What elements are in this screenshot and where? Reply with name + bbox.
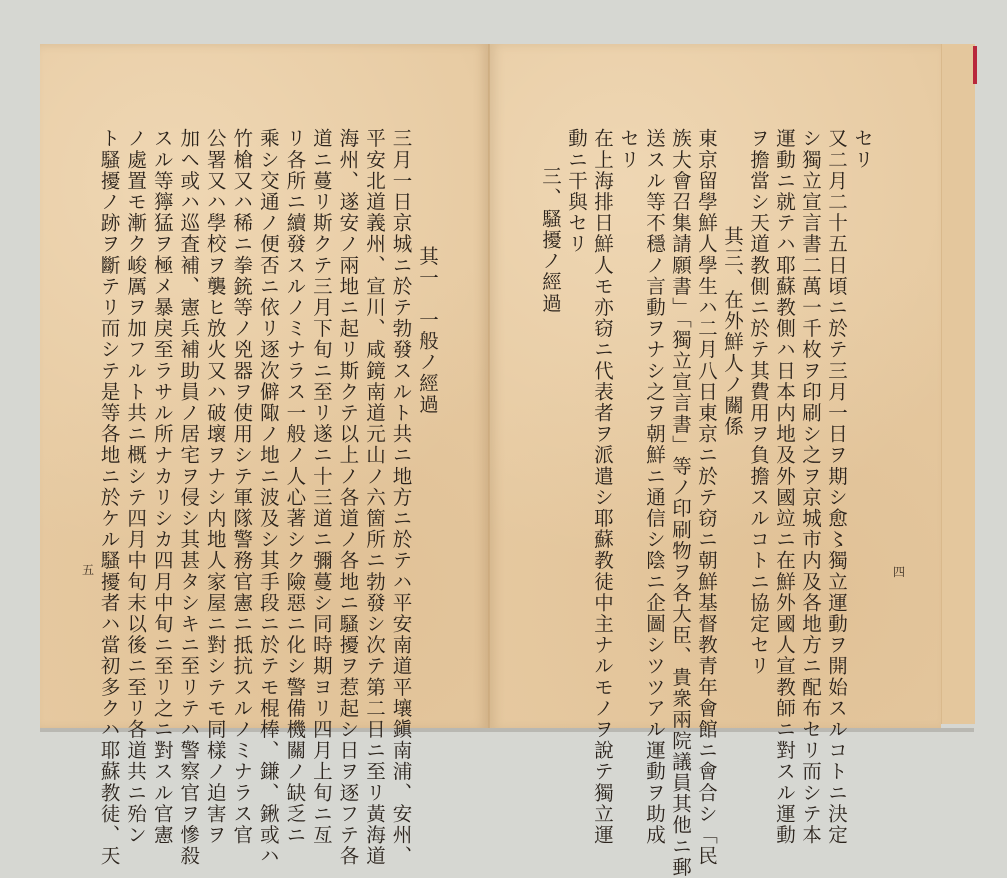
text-column: 公署又ハ學校ヲ襲ヒ放火又ハ破壞ヲナシ内地人家屋ニ對シテモ同樣ノ迫害ヲ — [203, 128, 227, 846]
text-column: 東京留學鮮人學生ハ二月八日東京ニ於テ窃ニ朝鮮基督教青年會館ニ會合シ「民 — [695, 128, 718, 867]
text-column: 平安北道義州、宣川、咸鏡南道元山ノ六箇所ニ勃發シ次テ第二日ニ至リ黃海道 — [362, 128, 386, 867]
text-column: ト騷擾ノ跡ヲ斷テリ而シテ是等各地ニ於ケル騷擾者ハ當初多クハ耶蘇教徒、天 — [97, 128, 121, 867]
text-column: 加ヘ或ハ巡査補、憲兵補助員ノ居宅ヲ侵シ其甚タシキニ至リテハ警察官ヲ慘殺 — [177, 128, 201, 867]
text-column: スル等獰猛ヲ極メ暴戾至ラサル所ナカリシカ四月中旬ニ至リ之ニ對スル官憲 — [150, 128, 174, 846]
text-column: セリ — [617, 128, 640, 171]
text-column: リ各所ニ續發スルノミナラス一般ノ人心著シク險惡ニ化シ警備機關ノ缺乏ニ — [283, 128, 307, 846]
page-number-right: 四 — [893, 565, 906, 579]
text-column: 乘シ交通ノ便否ニ依リ逐次僻陬ノ地ニ波及シ其手段ニ於テモ棍棒、鎌、鍬或ハ — [256, 128, 280, 867]
text-column: シ獨立宣言書二萬一千枚ヲ印刷シ之ヲ京城市内及各地方ニ配布セリ而シテ本 — [799, 128, 822, 846]
text-column: 動ニ干與セリ — [565, 128, 588, 255]
text-column: 送スル等不穩ノ言動ヲナシ之ヲ朝鮮ニ通信シ陰ニ企圖シツツアル運動ヲ助成 — [643, 128, 666, 846]
text-column: 道ニ蔓リ斯クテ三月下旬ニ至リ遂ニ十三道ニ彌蔓シ同時期ヨリ四月上旬ニ亙 — [309, 128, 333, 846]
text-column: 三月一日京城ニ於テ勃發スルト共ニ地方ニ於テハ平安南道平壤鎭南浦、安州、 — [389, 128, 413, 867]
text-column: 又二月二十五日頃ニ於テ三月一日ヲ期シ愈〻獨立運動ヲ開始スルコトニ決定 — [825, 128, 848, 846]
chapter-heading: 三、騷擾ノ經過 — [539, 166, 562, 314]
right-page-text — [539, 128, 875, 878]
text-column: 族大會召集請願書」「獨立宣言書」等ノ印刷物ヲ各大臣、貴衆兩院議員其他ニ郵 — [669, 128, 692, 878]
section-heading: 其三、在外鮮人ノ關係 — [721, 226, 744, 437]
page-number-left: 五 — [82, 563, 95, 577]
text-column: セリ — [851, 128, 874, 171]
text-column: 竹槍又ハ稀ニ拳銃等ノ兇器ヲ使用シテ軍隊警務官憲ニ抵抗スルノミナラス官 — [230, 128, 254, 846]
ribbon-bookmark — [973, 46, 977, 84]
text-column: 海州、遂安ノ兩地ニ起リ斯クテ以上ノ各道ノ各地ニ騷擾ヲ惹起シ日ヲ逐フテ各 — [336, 128, 360, 867]
page-edges — [941, 44, 975, 724]
text-column: 在上海排日鮮人モ亦窃ニ代表者ヲ派遣シ耶蘇教徒中主ナルモノヲ說テ獨立運 — [591, 128, 614, 846]
text-column: 運動ニ就テハ耶蘇教側ハ日本内地及外國竝ニ在鮮外國人宣教師ニ對スル運動 — [773, 128, 796, 846]
book-spine — [488, 44, 490, 730]
section-heading: 其一 一般ノ經過 — [416, 246, 439, 415]
text-column: ノ處置モ漸ク峻厲ヲ加フルト共ニ概シテ四月中旬末以後ニ至リ各道共ニ殆ン — [124, 128, 148, 846]
left-page-text — [95, 128, 440, 867]
text-column: ヲ擔當シ天道教側ニ於テ其費用ヲ負擔スルコトニ協定セリ — [747, 128, 770, 677]
